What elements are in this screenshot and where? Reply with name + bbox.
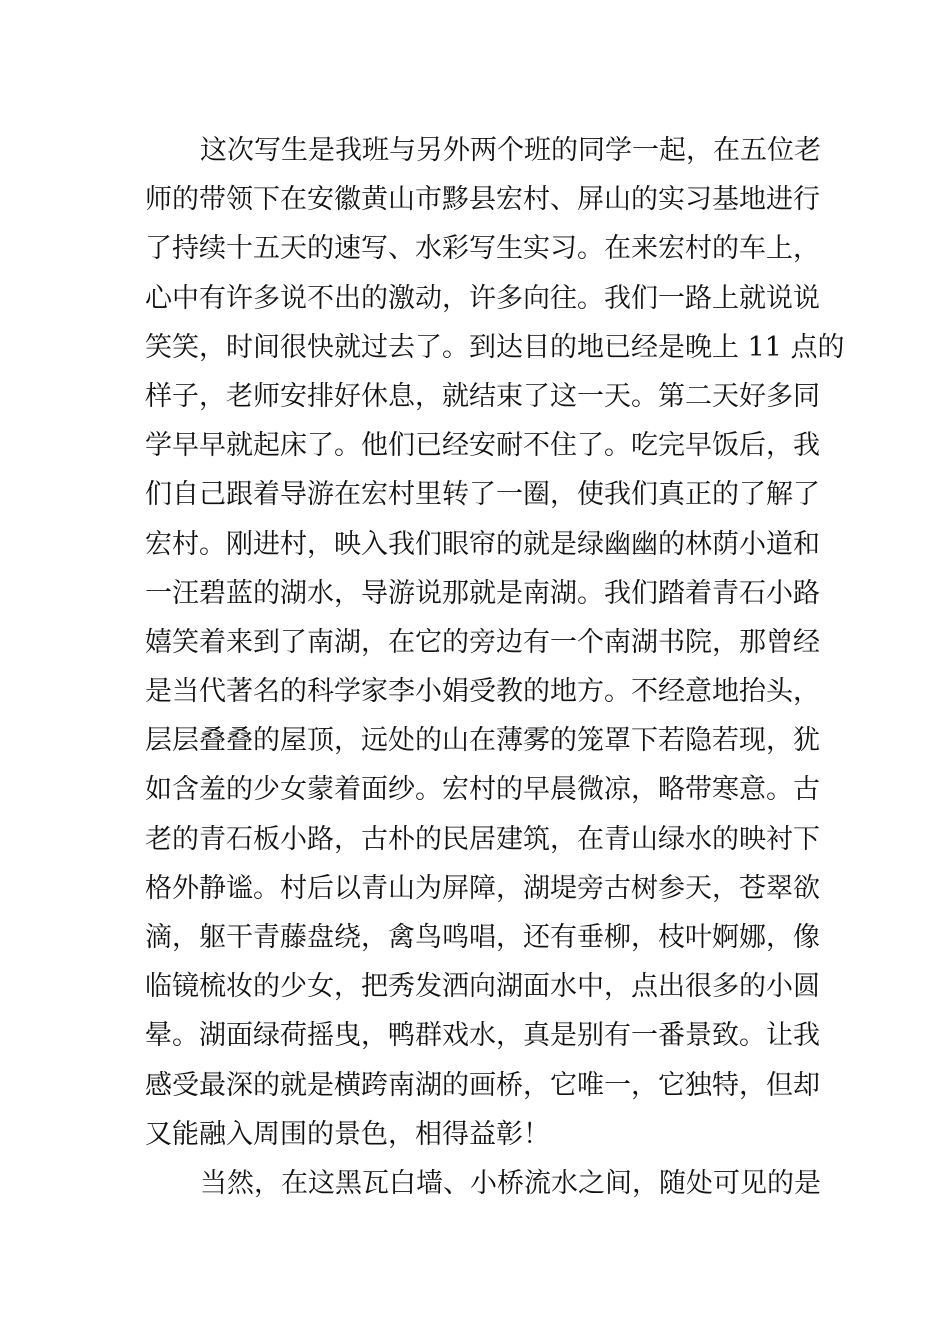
text-line: 笑笑，时间很快就过去了。到达目的地已经是晚上 11 点的 (145, 331, 845, 363)
text-line: 宏村。刚进村，映入我们眼帘的就是绿幽幽的林荫小道和 (145, 528, 820, 560)
text-line: 心中有许多说不出的激动，许多向往。我们一路上就说说 (145, 282, 820, 314)
text-line: 师的带领下在安徽黄山市黟县宏村、屏山的实习基地进行 (145, 184, 820, 216)
text-line: 这次写生是我班与另外两个班的同学一起，在五位老 (200, 135, 821, 166)
text-line: 老的青石板小路，古朴的民居建筑，在青山绿水的映衬下 (145, 823, 820, 855)
text-line: 了持续十五天的速写、水彩写生实习。在来宏村的车上， (145, 233, 820, 265)
text-line: 当然，在这黑瓦白墙、小桥流水之间，随处可见的是 (200, 1167, 821, 1199)
text-line: 是当代著名的科学家李小娟受教的地方。不经意地抬头， (145, 676, 820, 708)
body-text (145, 126, 845, 1208)
text-line: 感受最深的就是横跨南湖的画桥，它唯一，它独特，但却 (145, 1069, 820, 1101)
text-line: 如含羞的少女蒙着面纱。宏村的早晨微凉，略带寒意。古 (145, 774, 820, 806)
text-line: 们自己跟着导游在宏村里转了一圈，使我们真正的了解了 (145, 479, 820, 511)
text-line: 晕。湖面绿荷摇曳，鸭群戏水，真是别有一番景致。让我 (145, 1020, 820, 1052)
text-line: 又能融入周围的景色，相得益彰！ (145, 1118, 550, 1150)
text-line: 格外静谧。村后以青山为屏障，湖堤旁古树参天，苍翠欲 (145, 872, 820, 904)
text-line: 嬉笑着来到了南湖，在它的旁边有一个南湖书院，那曾经 (145, 626, 820, 658)
text-line: 一汪碧蓝的湖水，导游说那就是南湖。我们踏着青石小路 (145, 577, 820, 609)
text-line: 学早早就起床了。他们已经安耐不住了。吃完早饭后，我 (145, 430, 820, 462)
text-line: 临镜梳妆的少女，把秀发洒向湖面水中，点出很多的小圆 (145, 971, 820, 1003)
text-line: 样子，老师安排好休息，就结束了这一天。第二天好多同 (145, 380, 820, 412)
paragraph-1 (145, 126, 845, 1159)
text-line: 滴，躯干青藤盘绕，禽鸟鸣唱，还有垂柳，枝叶婀娜，像 (145, 922, 820, 953)
paragraph-2 (145, 1159, 821, 1208)
text-line: 层层叠叠的屋顶，远处的山在薄雾的笼罩下若隐若现，犹 (145, 725, 820, 757)
